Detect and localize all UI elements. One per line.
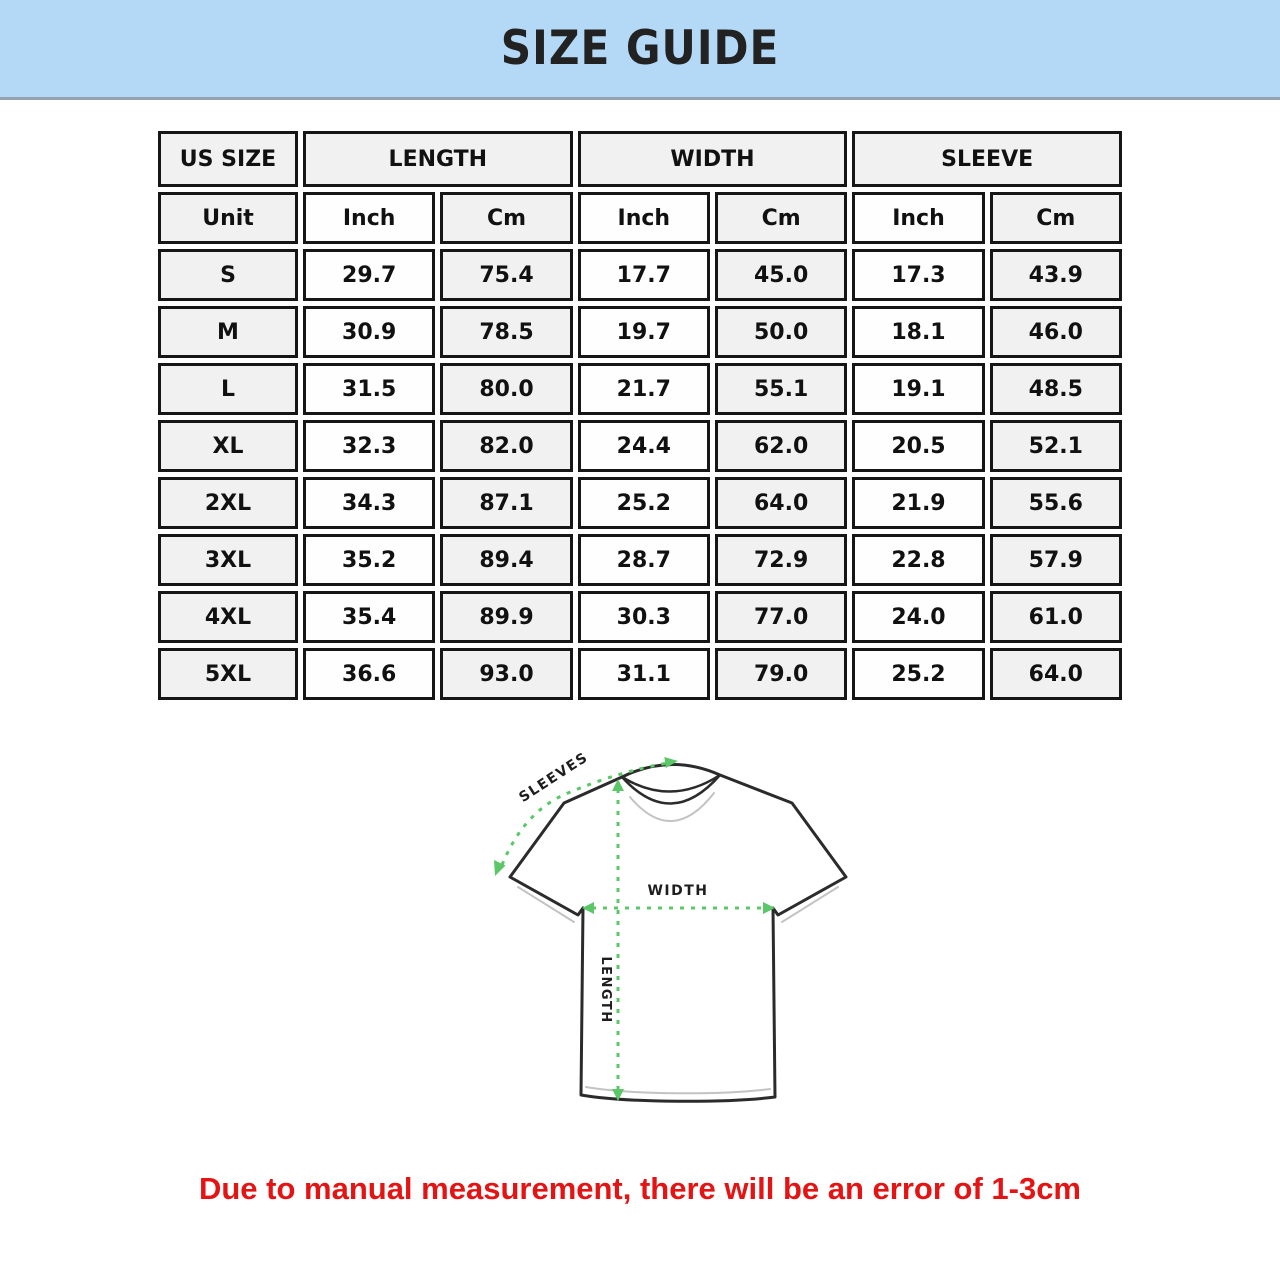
value-cell: 22.8 [852, 534, 984, 586]
value-cell: 64.0 [715, 477, 847, 529]
unit-cell: Cm [715, 192, 847, 244]
header-us-size: US SIZE [158, 131, 298, 187]
value-cell: 87.1 [440, 477, 572, 529]
measurement-disclaimer: Due to manual measurement, there will be an error of 1-3cm [198, 1171, 1082, 1206]
table-row [158, 420, 1122, 472]
value-cell: 24.4 [578, 420, 710, 472]
value-cell: 80.0 [440, 363, 572, 415]
value-cell: 30.3 [578, 591, 710, 643]
unit-cell: Inch [852, 192, 984, 244]
unit-label: Unit [158, 192, 298, 244]
value-cell: 31.1 [578, 648, 710, 700]
size-cell: 5XL [158, 648, 298, 700]
value-cell: 57.9 [990, 534, 1122, 586]
size-cell: L [158, 363, 298, 415]
value-cell: 78.5 [440, 306, 572, 358]
value-cell: 48.5 [990, 363, 1122, 415]
value-cell: 79.0 [715, 648, 847, 700]
size-cell: M [158, 306, 298, 358]
value-cell: 61.0 [990, 591, 1122, 643]
value-cell: 24.0 [852, 591, 984, 643]
unit-cell: Inch [578, 192, 710, 244]
value-cell: 34.3 [303, 477, 435, 529]
size-guide-banner [0, 0, 1280, 100]
tshirt-outline [510, 764, 846, 1101]
unit-row [158, 192, 1122, 244]
size-cell: 4XL [158, 591, 298, 643]
table-row [158, 648, 1122, 700]
value-cell: 43.9 [990, 249, 1122, 301]
value-cell: 89.9 [440, 591, 572, 643]
value-cell: 75.4 [440, 249, 572, 301]
value-cell: 29.7 [303, 249, 435, 301]
value-cell: 62.0 [715, 420, 847, 472]
value-cell: 30.9 [303, 306, 435, 358]
value-cell: 52.1 [990, 420, 1122, 472]
tshirt-measurement-diagram [488, 745, 908, 1137]
value-cell: 21.7 [578, 363, 710, 415]
value-cell: 89.4 [440, 534, 572, 586]
value-cell: 55.6 [990, 477, 1122, 529]
value-cell: 36.6 [303, 648, 435, 700]
size-cell: XL [158, 420, 298, 472]
unit-cell: Cm [990, 192, 1122, 244]
size-cell: S [158, 249, 298, 301]
table-row [158, 249, 1122, 301]
value-cell: 17.7 [578, 249, 710, 301]
unit-cell: Inch [303, 192, 435, 244]
size-cell: 2XL [158, 477, 298, 529]
table-row [158, 306, 1122, 358]
value-cell: 46.0 [990, 306, 1122, 358]
value-cell: 19.7 [578, 306, 710, 358]
value-cell: 17.3 [852, 249, 984, 301]
sleeves-label: SLEEVES [516, 749, 592, 806]
value-cell: 20.5 [852, 420, 984, 472]
value-cell: 64.0 [990, 648, 1122, 700]
header-width: WIDTH [578, 131, 848, 187]
size-table [153, 126, 1127, 705]
value-cell: 77.0 [715, 591, 847, 643]
value-cell: 21.9 [852, 477, 984, 529]
value-cell: 35.2 [303, 534, 435, 586]
header-sleeve: SLEEVE [852, 131, 1122, 187]
value-cell: 72.9 [715, 534, 847, 586]
header-length: LENGTH [303, 131, 573, 187]
value-cell: 19.1 [852, 363, 984, 415]
value-cell: 55.1 [715, 363, 847, 415]
value-cell: 25.2 [578, 477, 710, 529]
value-cell: 82.0 [440, 420, 572, 472]
value-cell: 31.5 [303, 363, 435, 415]
value-cell: 32.3 [303, 420, 435, 472]
value-cell: 93.0 [440, 648, 572, 700]
table-row [158, 591, 1122, 643]
unit-cell: Cm [440, 192, 572, 244]
value-cell: 28.7 [578, 534, 710, 586]
table-header-row [158, 131, 1122, 187]
value-cell: 35.4 [303, 591, 435, 643]
page-title: SIZE GUIDE [500, 20, 780, 77]
table-row [158, 477, 1122, 529]
value-cell: 25.2 [852, 648, 984, 700]
size-table-container [153, 126, 1127, 705]
table-row [158, 534, 1122, 586]
size-cell: 3XL [158, 534, 298, 586]
table-row [158, 363, 1122, 415]
value-cell: 18.1 [852, 306, 984, 358]
length-label: LENGTH [598, 956, 613, 1024]
width-label: WIDTH [647, 883, 709, 899]
value-cell: 45.0 [715, 249, 847, 301]
value-cell: 50.0 [715, 306, 847, 358]
